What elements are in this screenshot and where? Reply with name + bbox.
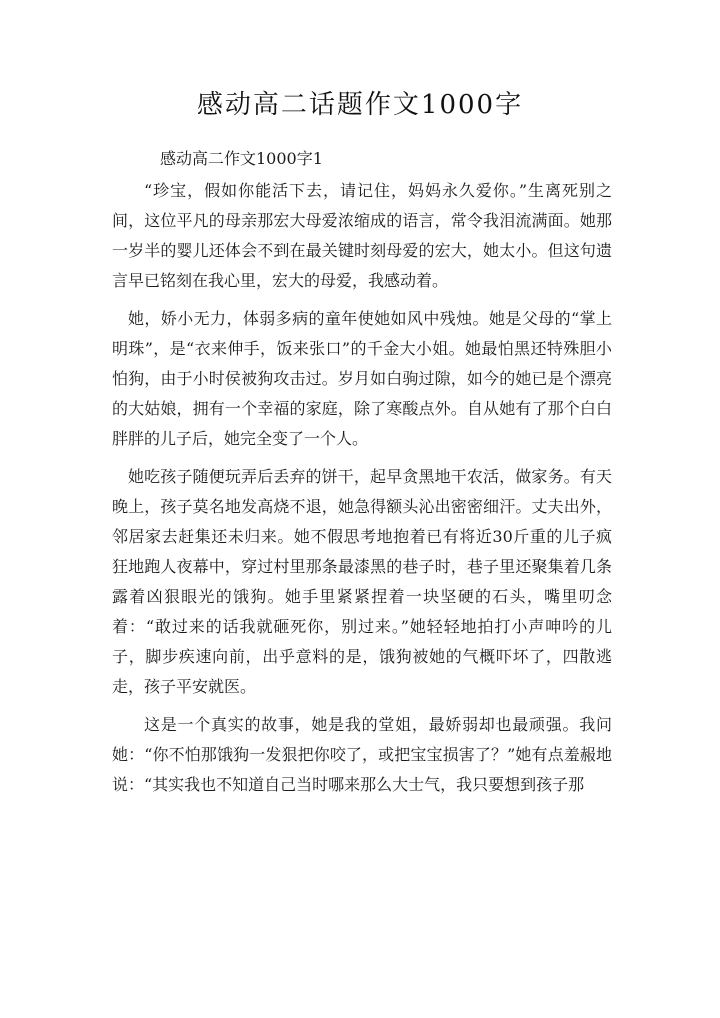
document-body xyxy=(112,176,612,808)
document-subtitle: 感动高二作文1000字1 xyxy=(160,149,323,168)
paragraph-3: 她吃孩子随便玩弄后丢弃的饼干，起早贪黑地干农活，做家务。有天晚上，孩子莫名地发高烧不退，她急得额头沁出密密细汗。丈夫出外，邻居家去赶集还未归来。她不假思考地抱着已有将近30斤重的儿子疯狂地跑人夜幕中，穿过村里那条最漆黑的巷子时，巷子里还聚集着几条露着凶狠眼光的饿狗。她手里紧紧捏着一块坚硬的石头，嘴里叨念着：“敢过来的话我就砸死你，别过来。”她轻轻地拍打小声呻吟的儿子，脚步疾速向前，出乎意料的是，饿狗被她的气概吓坏了，四散逃走，孩子平安就医。 xyxy=(112,467,612,696)
paragraph-1: “珍宝，假如你能活下去，请记住，妈妈永久爱你。”生离死别之间，这位平凡的母亲那宏大母爱浓缩成的语言，常令我泪流满面。她那一岁半的婴儿还体会不到在最关键时刻母爱的宏大，她太小。但这句遗言早已铭刻在我心里，宏大的母爱，我感动着。 xyxy=(112,181,612,290)
paragraph-2: 她，娇小无力，体弱多病的童年使她如风中残烛。她是父母的“掌上明珠”，是“衣来伸手，饭来张口”的千金大小姐。她最怕黑还特殊胆小怕狗，由于小时侯被狗攻击过。岁月如白驹过隙，如今的她已是个漂亮的大姑娘，拥有一个幸福的家庭，除了寒酸点外。自从她有了那个白白胖胖的儿子后，她完全变了一个人。 xyxy=(112,309,612,448)
document-title: 感动高二话题作文1000字 xyxy=(196,90,524,120)
paragraph-4: 这是一个真实的故事，她是我的堂姐，最娇弱却也最顽强。我问她：“你不怕那饿狗一发狠把你咬了，或把宝宝损害了？”她有点羞赧地说：“其实我也不知道自己当时哪来那么大士气，我只要想到孩子那 xyxy=(112,715,612,794)
